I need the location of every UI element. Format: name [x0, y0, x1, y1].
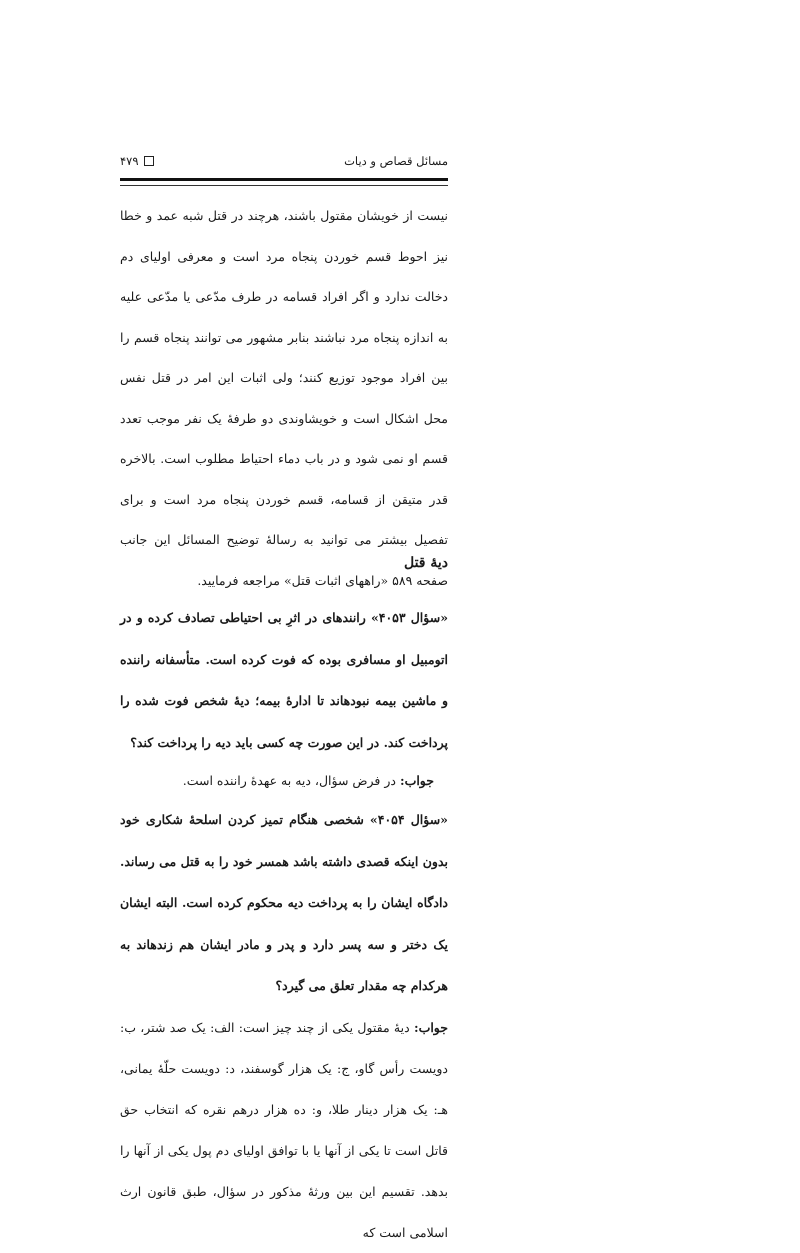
chapter-title: مسائل قصاص و دیات [344, 154, 448, 168]
question-text: رانندهای در اثرِ بی احتیاطی تصادف کرده و در اتومبیل او مسافری بوده که فوت کرده است. متأسفانه راننده و ماشین بیمه نبودهاند تا ادارهٔ بیمه؛ دیهٔ شخص فوت شده را پرداخت کند. در این صورت چه کسی باید دیه را پرداخت کند؟ [120, 610, 448, 750]
question-4054 [120, 799, 448, 1007]
question-label: «سؤال ۴۰۵۴» [369, 812, 448, 827]
page-number: ۴۷۹ [120, 154, 139, 168]
answer-label: جواب: [399, 773, 434, 788]
qa-block [120, 597, 448, 1253]
running-header [120, 150, 448, 172]
square-marker-icon [144, 156, 154, 166]
question-label: «سؤال ۴۰۵۳» [370, 610, 449, 625]
answer-4053 [120, 763, 448, 799]
blood-money-section [120, 555, 448, 571]
page-number-block [120, 154, 154, 168]
answer-text: دیهٔ مقتول یکی از چند چیز است: الف: یک صد شتر، ب: دویست رأس گاو، ج: یک هزار گوسفند، د: دویست حلّهٔ یمانی، هـ: یک هزار دینار طلا، و: ده هزار درهم نقره که انتخاب حق قاتل است تا یکی از آنها یا با توافق اولیای دم پول یکی از آنها را بدهد. تقسیم این بین ورثهٔ مذکور در سؤال، طبق قانون ارث اسلامی است که [120, 1019, 448, 1240]
intro-section [120, 196, 448, 601]
answer-text: در فرض سؤال، دیه به عهدهٔ راننده است. [182, 773, 396, 788]
intro-paragraph: نیست از خویشان مقتول باشند، هرچند در قتل شبه عمد و خطا نیز احوط قسم خوردن پنجاه مرد است و معرفی اولیای دم دخالت ندارد و اگر افراد قسامه در طرف مدّعی یا مدّعی علیه به اندازه پنجاه مرد نباشند بنابر مشهور می توانند پنجاه قسم را بین افراد موجود توزیع کنند؛ ولی اثبات این امر در قتل نفس محل اشکال است و خویشاوندی دو طرفهٔ یک نفر موجب تعدد قسم او نمی شود و در باب دماء احتیاط مطلوب است. بالاخره قدر متیقن از قسامه، قسم خوردن پنجاه مرد است و برای تفصیل بیشتر می توانید به رسالهٔ توضیح المسائل این جانب صفحه ۵۸۹ «راههای اثبات قتل» مراجعه فرمایید. [120, 208, 448, 588]
answer-4054 [120, 1007, 448, 1253]
section-heading: دیهٔ قتل [403, 555, 448, 571]
answer-label: جواب: [413, 1019, 448, 1035]
header-rule-thick [120, 178, 448, 181]
question-text: شخصی هنگام تمیز کردن اسلحهٔ شکاری خود بدون اینکه قصدی داشته باشد همسر خود را به قتل می رساند. دادگاه ایشان را به پرداخت دیه محکوم کرده است. البته ایشان یک دختر و سه پسر دارد و پدر و مادر ایشان هم زندهاند به هرکدام چه مقدار تعلق می گیرد؟ [120, 812, 448, 993]
header-rule-thin [120, 185, 448, 186]
question-4053 [120, 597, 448, 763]
